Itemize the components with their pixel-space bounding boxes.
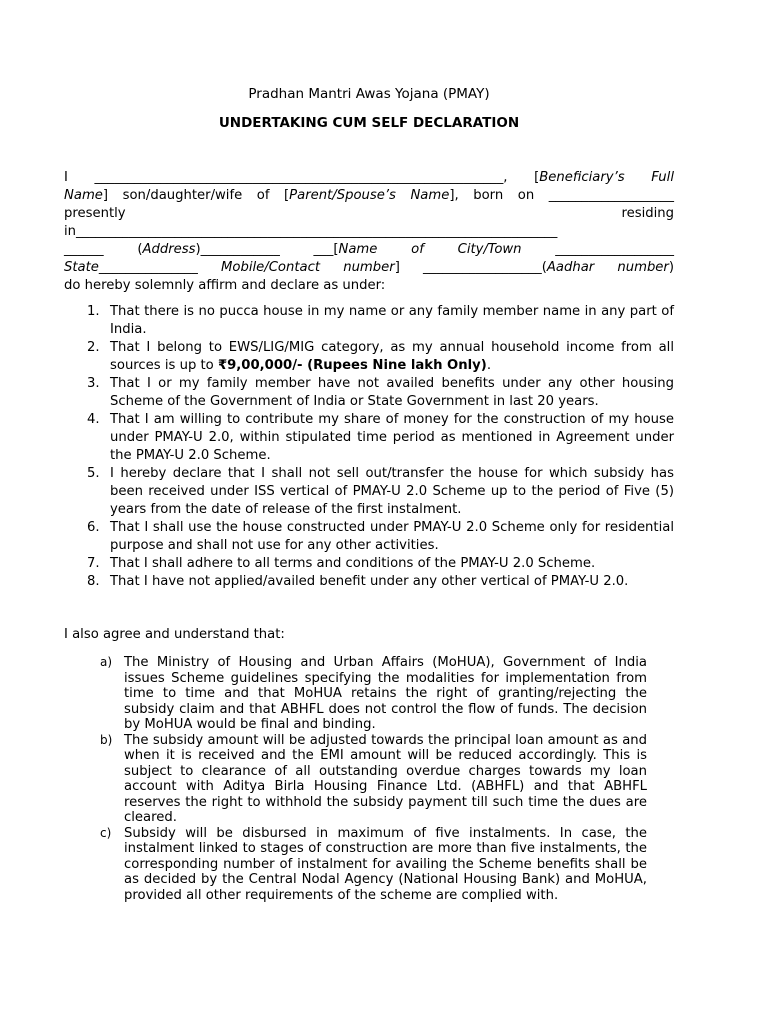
intro-text: residing: [621, 206, 674, 221]
item-text: That I am willing to contribute my share of money for the construction of my house under PMAY-U 2.0, within stipulated time period as mentioned in Agreement under the PMAY-U 2.0 Scheme.: [110, 412, 674, 463]
declaration-list: [64, 303, 674, 591]
intro-text: _______________: [98, 260, 222, 275]
declaration-item: [64, 411, 674, 465]
intro-text: __________________: [521, 242, 674, 257]
item-number: 7.: [87, 556, 100, 571]
intro-text: )____________ ___[: [195, 242, 339, 257]
declaration-item: [64, 303, 674, 339]
intro-text: I ______________________________________________________________, [: [64, 170, 540, 185]
intro-text: Beneficiary’s Full: [539, 170, 674, 185]
item-number: 1.: [87, 304, 100, 319]
intro-text: Parent/Spouse’s Name: [289, 188, 450, 203]
intro-text: Address: [142, 242, 196, 257]
item-number: 6.: [87, 520, 100, 535]
intro-line: [64, 169, 674, 187]
intro-text: ______ (: [64, 242, 143, 257]
item-text: The Ministry of Housing and Urban Affairs (MoHUA), Government of India issues Scheme guidelines specifying the modalities for implementation from time to time and that MoHUA retains the right of granting/rejecting the subsidy claim and that ABHFL does not control the flow of funds. The decision by MoHUA would be final and binding.: [124, 655, 647, 732]
item-letter: c): [100, 825, 112, 840]
declaration-item: [64, 339, 674, 375]
item-text: That I shall use the house constructed under PMAY-U 2.0 Scheme only for residential purpose and shall not use for any other activities.: [110, 520, 674, 553]
item-number: 4.: [87, 412, 100, 427]
declaration-item: [64, 573, 674, 591]
declaration-item: [64, 519, 674, 555]
intro-text: ], born on ___________________: [449, 188, 674, 203]
intro-text: ): [668, 260, 675, 275]
intro-text: ] son/daughter/wife of [: [102, 188, 290, 203]
declaration-item: [64, 375, 674, 411]
declarant-details: [64, 169, 674, 295]
intro-line: [64, 277, 674, 295]
declaration-item: [64, 555, 674, 573]
agreement-heading: I also agree and understand that:: [64, 627, 285, 642]
intro-text: Mobile/Contact number: [221, 260, 395, 275]
condition-item: [100, 655, 647, 733]
condition-item: [100, 826, 647, 904]
item-text: The subsidy amount will be adjusted towards the principal loan amount as and when it is received and the EMI amount will be reduced accordingly. This is subject to clearance of all outstanding overdue charges towards my loan account with Aditya Birla Housing Finance Ltd. (ABHFL) and that ABHFL reserves the right to withhold the subsidy payment till such time the dues are cleared.: [124, 732, 647, 825]
declaration-item: [64, 465, 674, 519]
item-text: That there is no pucca house in my name or any family member name in any part of India.: [110, 304, 674, 337]
item-text: That I have not applied/availed benefit under any other vertical of PMAY-U 2.0.: [110, 574, 629, 589]
item-number: 3.: [87, 376, 100, 391]
intro-text: Aadhar number: [546, 260, 669, 275]
intro-text: Name of City/Town: [338, 242, 522, 257]
item-number: 2.: [87, 340, 100, 355]
item-text: I hereby declare that I shall not sell out/transfer the house for which subsidy has been received under ISS vertical of PMAY-U 2.0 Scheme up to the period of Five (5) years from the date of release of the first instalment.: [110, 466, 674, 517]
intro-text: ] __________________(: [394, 260, 547, 275]
income-limit: ₹9,00,000/- (Rupees Nine lakh Only): [217, 358, 487, 373]
intro-text: do hereby solemnly affirm and declare as under:: [64, 278, 386, 293]
item-number: 5.: [87, 466, 100, 481]
intro-text: Name: [64, 188, 103, 203]
document-subtitle: UNDERTAKING CUM SELF DECLARATION: [218, 115, 520, 131]
intro-text: in_________________________________________________________________________: [64, 224, 558, 239]
item-text: .: [486, 358, 492, 373]
intro-line: [64, 223, 674, 241]
item-text: That I or my family member have not availed benefits under any other housing Scheme of the Government of India or State Government in last 20 years.: [110, 376, 674, 409]
item-letter: b): [100, 732, 113, 747]
intro-line: [64, 259, 674, 277]
document-title: Pradhan Mantri Awas Yojana (PMAY): [248, 86, 490, 102]
item-letter: a): [100, 655, 113, 669]
intro-line: [64, 205, 674, 223]
item-text: Subsidy will be disbursed in maximum of five instalments. In case, the instalment linked to stages of construction are more than five instalments, the corresponding number of instalment for availing the Scheme benefits shall be as decided by the Central Nodal Agency (National Housing Bank) and MoHUA, provided all other requirements of the scheme are complied with.: [124, 825, 647, 903]
item-number: 8.: [87, 574, 100, 589]
item-text: That I belong to EWS/LIG/MIG category, as my annual household income from all sources is up to: [110, 340, 674, 373]
intro-line: [64, 241, 674, 259]
intro-text: presently: [64, 206, 126, 221]
intro-text: State: [64, 260, 99, 275]
intro-line: [64, 187, 674, 205]
conditions-list: [100, 655, 647, 903]
item-text: That I shall adhere to all terms and conditions of the PMAY-U 2.0 Scheme.: [110, 556, 596, 571]
condition-item: [100, 733, 647, 826]
